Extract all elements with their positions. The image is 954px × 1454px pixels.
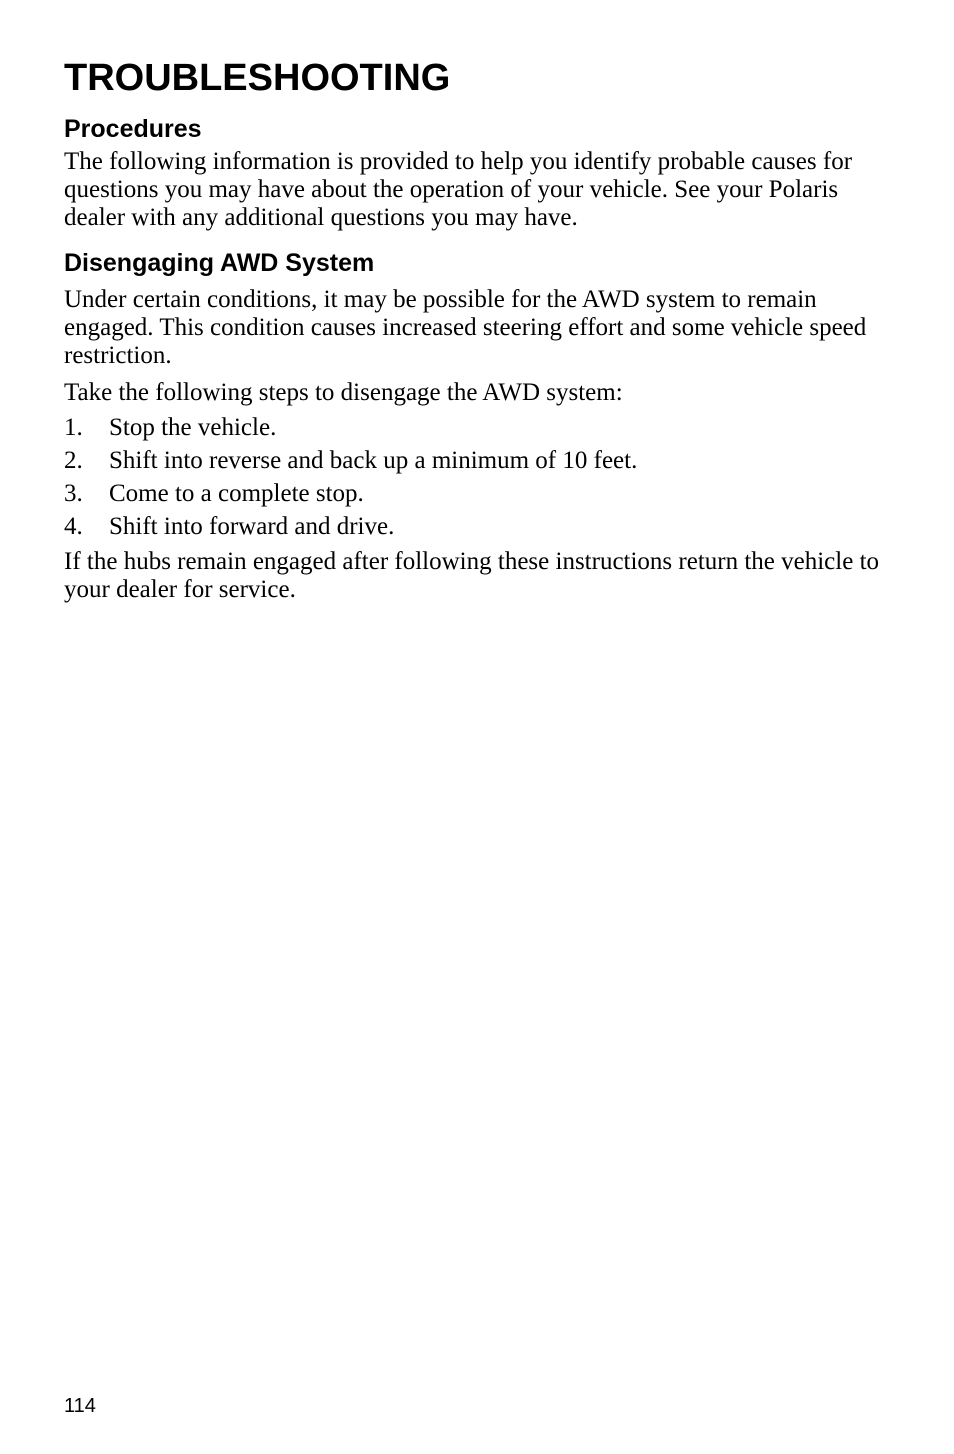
page-title: TROUBLESHOOTING: [64, 57, 451, 99]
section-disengaging-awd: [64, 247, 894, 604]
procedures-paragraph: The following information is provided to help you identify probable causes for questions you may have about the operation of your vehicle. See your Polaris dealer with any additional questions you may have.: [64, 148, 853, 231]
section-heading-procedures: Procedures: [64, 115, 202, 143]
step-number: 1.: [64, 414, 83, 441]
awd-intro-paragraph: Under certain conditions, it may be possible for the AWD system to remain engaged. This condition causes increased steering effort and some vehicle speed restriction.: [64, 286, 867, 369]
step-number: 3.: [64, 480, 83, 507]
section-heading-awd: Disengaging AWD System: [64, 249, 375, 277]
awd-steps-lead-in: Take the following steps to disengage the AWD system:: [64, 379, 623, 406]
step-text: Shift into reverse and back up a minimum of 10 feet.: [109, 447, 638, 474]
list-item: [64, 513, 894, 541]
step-text: Shift into forward and drive.: [109, 513, 395, 540]
step-text: Come to a complete stop.: [109, 480, 364, 507]
awd-steps-list: [64, 414, 894, 541]
awd-closing-paragraph: If the hubs remain engaged after following these instructions return the vehicle to your dealer for service.: [64, 548, 880, 603]
step-number: 4.: [64, 513, 83, 540]
step-text: Stop the vehicle.: [109, 414, 277, 441]
page-content: [64, 52, 894, 604]
list-item: [64, 414, 894, 442]
list-item: [64, 447, 894, 475]
step-number: 2.: [64, 447, 83, 474]
list-item: [64, 480, 894, 508]
page-number: 114: [64, 1395, 96, 1417]
section-procedures: [64, 113, 894, 232]
